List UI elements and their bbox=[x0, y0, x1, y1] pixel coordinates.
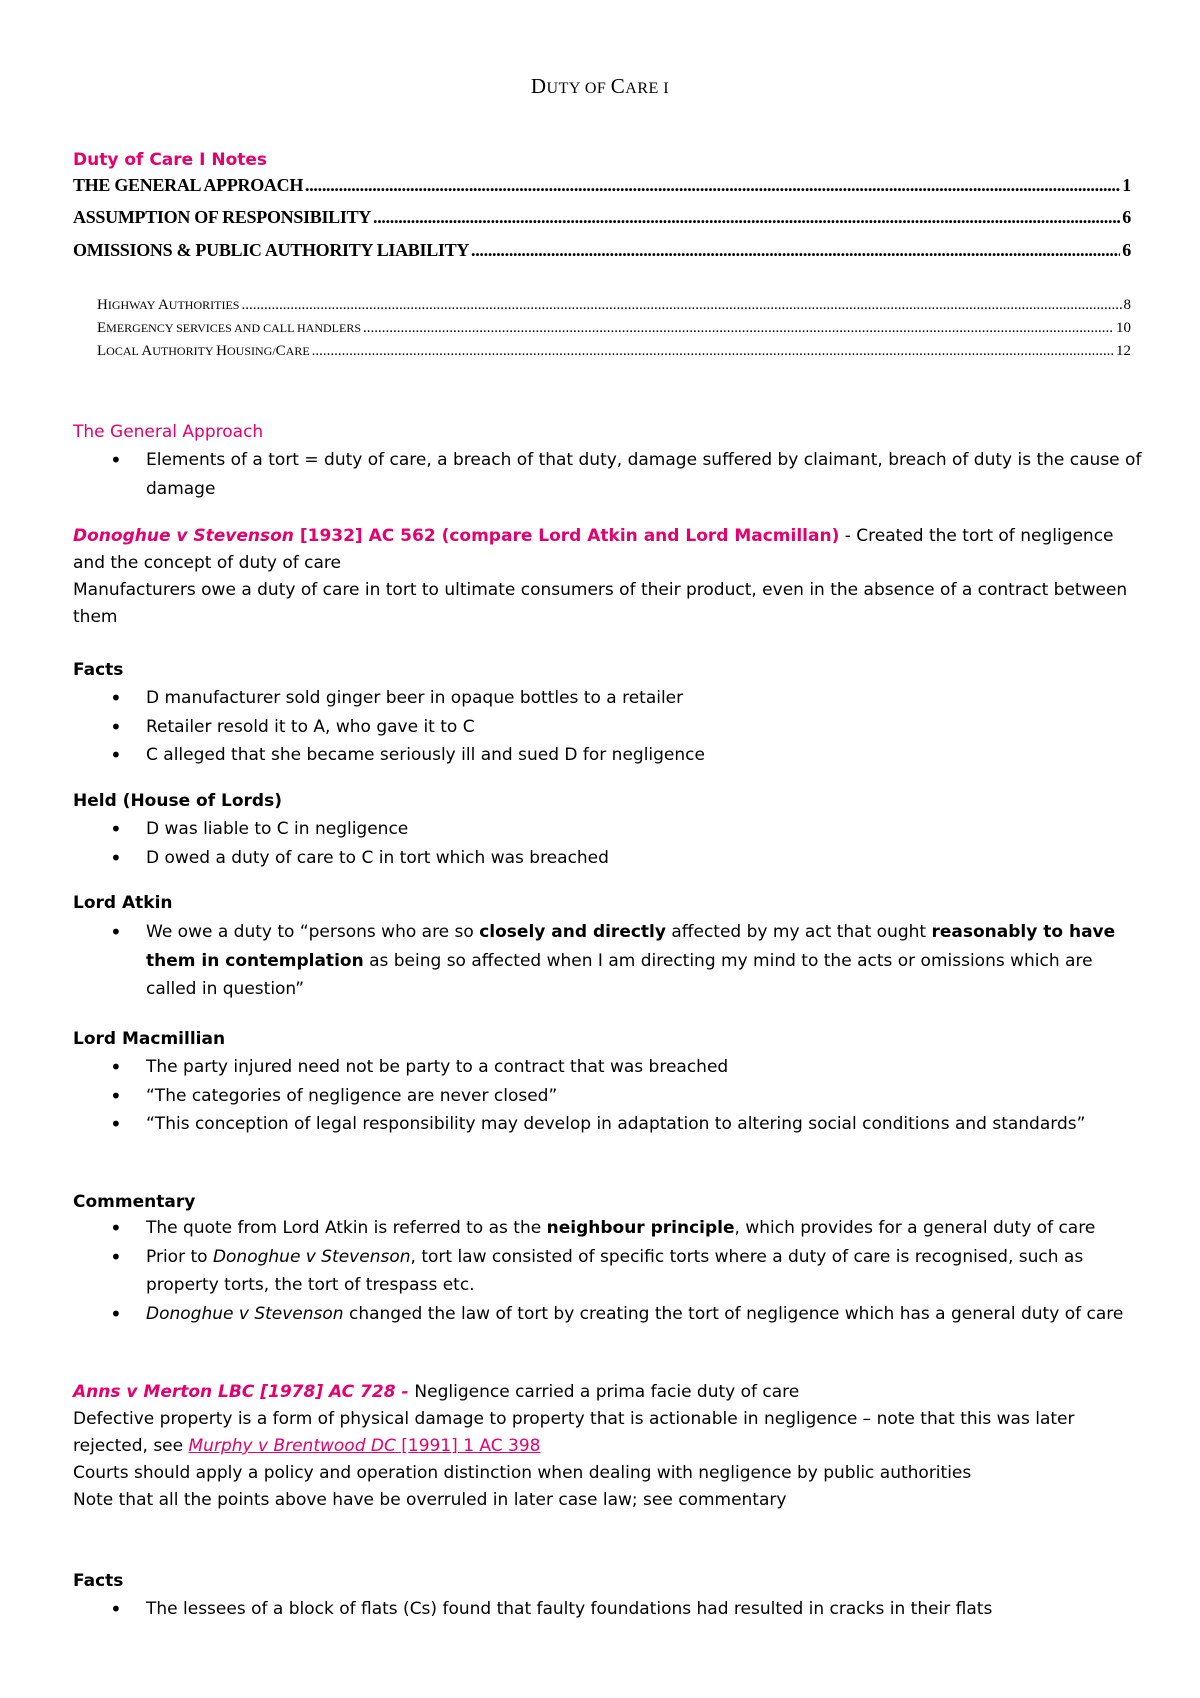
toc-entry[interactable]: THE GENERAL APPROACH ..... 1 bbox=[73, 175, 1131, 196]
facts-heading: Facts bbox=[73, 660, 124, 680]
commentary-list bbox=[108, 1214, 1143, 1328]
list-item: • C alleged that she became seriously ill and sued D for negligence bbox=[108, 741, 1143, 770]
toc-subentry[interactable]: EMERGENCY SERVICES AND CALL HANDLERS ..... 10 bbox=[97, 320, 1131, 337]
list-item: • Elements of a tort = duty of care, a breach of that duty, damage suffered by claimant, breach of duty is the cause of damage bbox=[108, 446, 1143, 503]
list-item: • Donoghue v Stevenson changed the law of tort by creating the tort of negligence which has a general duty of care bbox=[108, 1300, 1143, 1329]
held-list bbox=[108, 815, 1143, 872]
lord-atkin-heading: Lord Atkin bbox=[73, 893, 173, 913]
list-item: • D owed a duty of care to C in tort which was breached bbox=[108, 844, 1143, 873]
case-anns-line4: Note that all the points above have be overruled in later case law; see commentary bbox=[73, 1490, 787, 1510]
list-item: • “This conception of legal responsibility may develop in adaptation to altering social conditions and standards” bbox=[108, 1110, 1143, 1139]
murphy-link[interactable]: Murphy v Brentwood DC bbox=[188, 1436, 396, 1456]
list-item: • D manufacturer sold ginger beer in opaque bottles to a retailer bbox=[108, 684, 1143, 713]
case-donoghue-intro: Donoghue v Stevenson [1932] AC 562 (compare Lord Atkin and Lord Macmillan) - Created the tort of negligence and the concept of duty of care bbox=[73, 526, 1114, 573]
commentary-heading: Commentary bbox=[73, 1192, 196, 1212]
list-item: • The quote from Lord Atkin is referred to as the neighbour principle, which provides for a general duty of care bbox=[108, 1214, 1143, 1243]
list-item: • D was liable to C in negligence bbox=[108, 815, 1143, 844]
case-anns-intro: Anns v Merton LBC [1978] AC 728 - Negligence carried a prima facie duty of care bbox=[73, 1382, 800, 1402]
toc-entry[interactable]: OMISSIONS & PUBLIC AUTHORITY LIABILITY ..... 6 bbox=[73, 240, 1131, 261]
list-item: • We owe a duty to “persons who are so closely and directly affected by my act that ought reasonably to have them in contemplation as being so affected when I am directing my mind to the acts or omissions which are called in question” bbox=[108, 918, 1143, 1004]
lord-macmillian-list bbox=[108, 1053, 1143, 1139]
section-heading-general-approach: The General Approach bbox=[73, 422, 264, 442]
lord-macmillian-heading: Lord Macmillian bbox=[73, 1029, 226, 1049]
toc-subentry[interactable]: LOCAL AUTHORITY HOUSING/CARE ..... 12 bbox=[97, 343, 1131, 360]
general-bullets bbox=[108, 446, 1143, 503]
lord-atkin-list bbox=[108, 918, 1143, 1004]
toc-subentry[interactable]: HIGHWAY AUTHORITIES ..... 8 bbox=[97, 297, 1131, 314]
held-heading: Held (House of Lords) bbox=[73, 791, 282, 811]
page-title: DUTY OF CARE I bbox=[530, 74, 670, 98]
case-donoghue-rule: Manufacturers owe a duty of care in tort to ultimate consumers of their product, even in the absence of a contract between them bbox=[73, 580, 1128, 627]
case-anns-line2: Defective property is a form of physical damage to property that is actionable in negligence – note that this was later rejected, see Murphy v Brentwood DC [1991] 1 AC 398 bbox=[73, 1409, 1075, 1456]
list-item: • The lessees of a block of flats (Cs) found that faulty foundations had resulted in cracks in their flats bbox=[108, 1595, 1143, 1624]
case-anns-line3: Courts should apply a policy and operation distinction when dealing with negligence by public authorities bbox=[73, 1463, 972, 1483]
list-item: • Prior to Donoghue v Stevenson, tort law consisted of specific torts where a duty of care is recognised, such as property torts, the tort of trespass etc. bbox=[108, 1243, 1143, 1300]
anns-facts-heading: Facts bbox=[73, 1571, 124, 1591]
list-item: • “The categories of negligence are never closed” bbox=[108, 1082, 1143, 1111]
list-item: • The party injured need not be party to a contract that was breached bbox=[108, 1053, 1143, 1082]
anns-facts-list bbox=[108, 1595, 1143, 1624]
toc-entry[interactable]: ASSUMPTION OF RESPONSIBILITY ..... 6 bbox=[73, 207, 1131, 228]
facts-list bbox=[108, 684, 1143, 770]
list-item: • Retailer resold it to A, who gave it to C bbox=[108, 713, 1143, 742]
toc-heading: Duty of Care I Notes bbox=[73, 150, 268, 170]
